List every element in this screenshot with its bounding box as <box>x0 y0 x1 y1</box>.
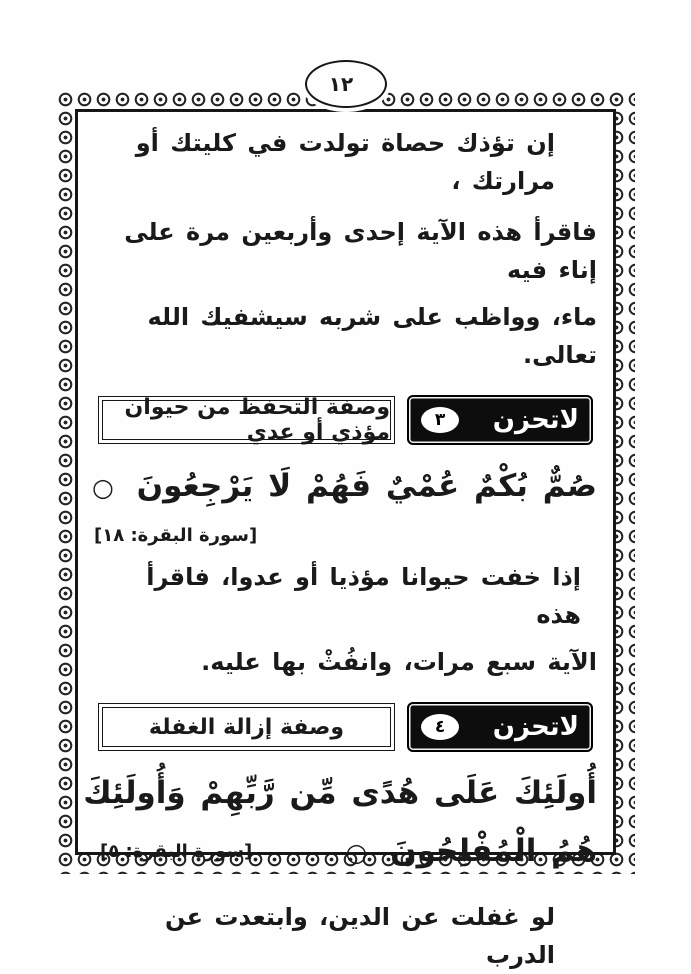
citation-1: [سورة البقرة: ١٨] <box>94 525 258 546</box>
ornamental-border <box>56 72 635 969</box>
verse-1 <box>94 460 597 514</box>
badge-title: لاتحزن <box>492 712 579 742</box>
remedy-label-3: وصفة التحفظ من حيوان مؤذي أو عدي <box>102 400 391 440</box>
closing-line: لو غفلت عن الدين، وابتعدت عن الدرب <box>165 903 555 969</box>
verse-2-line-2 <box>346 825 597 879</box>
latahzan-badge-3 <box>407 395 593 445</box>
page-number: ١٢ <box>328 72 354 96</box>
verse-2-line-1: أُولَئِكَ عَلَى هُدًى مِّن رَّبِّهِمْ وَأُولَئِكَ <box>83 775 597 811</box>
page-number-badge <box>305 60 387 108</box>
remedy-label-4: وصفة إزالة الغفلة <box>102 707 391 747</box>
intro-line-3: ماء، وواظب على شربه سيشفيك الله تعالى. <box>147 303 597 369</box>
instruction-line-1: إذا خفت حيوانا مؤذيا أو عدوا، فاقرأ هذه <box>146 563 581 629</box>
page-content <box>75 109 616 969</box>
latahzan-badge-4 <box>407 702 593 752</box>
verse-1-text: صُمٌّ بُكْمٌ عُمْيٌ فَهُمْ لَا يَرْجِعُونَ <box>136 468 597 504</box>
badge-number-oval <box>421 407 459 433</box>
badge-number: ٣ <box>434 409 446 430</box>
citation-2: [سورة البقرة: ٥] <box>100 841 253 862</box>
ayah-end-icon: ○ <box>92 473 114 502</box>
badge-title: لاتحزن <box>492 405 579 435</box>
intro-line-2: فاقرأ هذه الآية إحدى وأربعين مرة على إناء فيه <box>124 218 597 284</box>
verse-2-row <box>94 825 597 879</box>
remedy-label-box-3 <box>98 396 395 444</box>
section-header-4 <box>98 700 593 754</box>
section-header-3 <box>98 393 593 447</box>
ayah-end-icon: ○ <box>345 838 368 867</box>
badge-number-oval <box>421 714 459 740</box>
remedy-label-box-4 <box>98 703 395 751</box>
intro-line-1: إن تؤذك حصاة تولدت في كليتك أو مرارتك ، <box>135 129 555 195</box>
instruction-line-2: الآية سبع مرات، وانفُثْ بها عليه. <box>201 648 597 676</box>
verse-2-text: هُمُ الْمُفْلِحُونَ <box>390 833 597 869</box>
badge-number: ٤ <box>434 716 446 737</box>
